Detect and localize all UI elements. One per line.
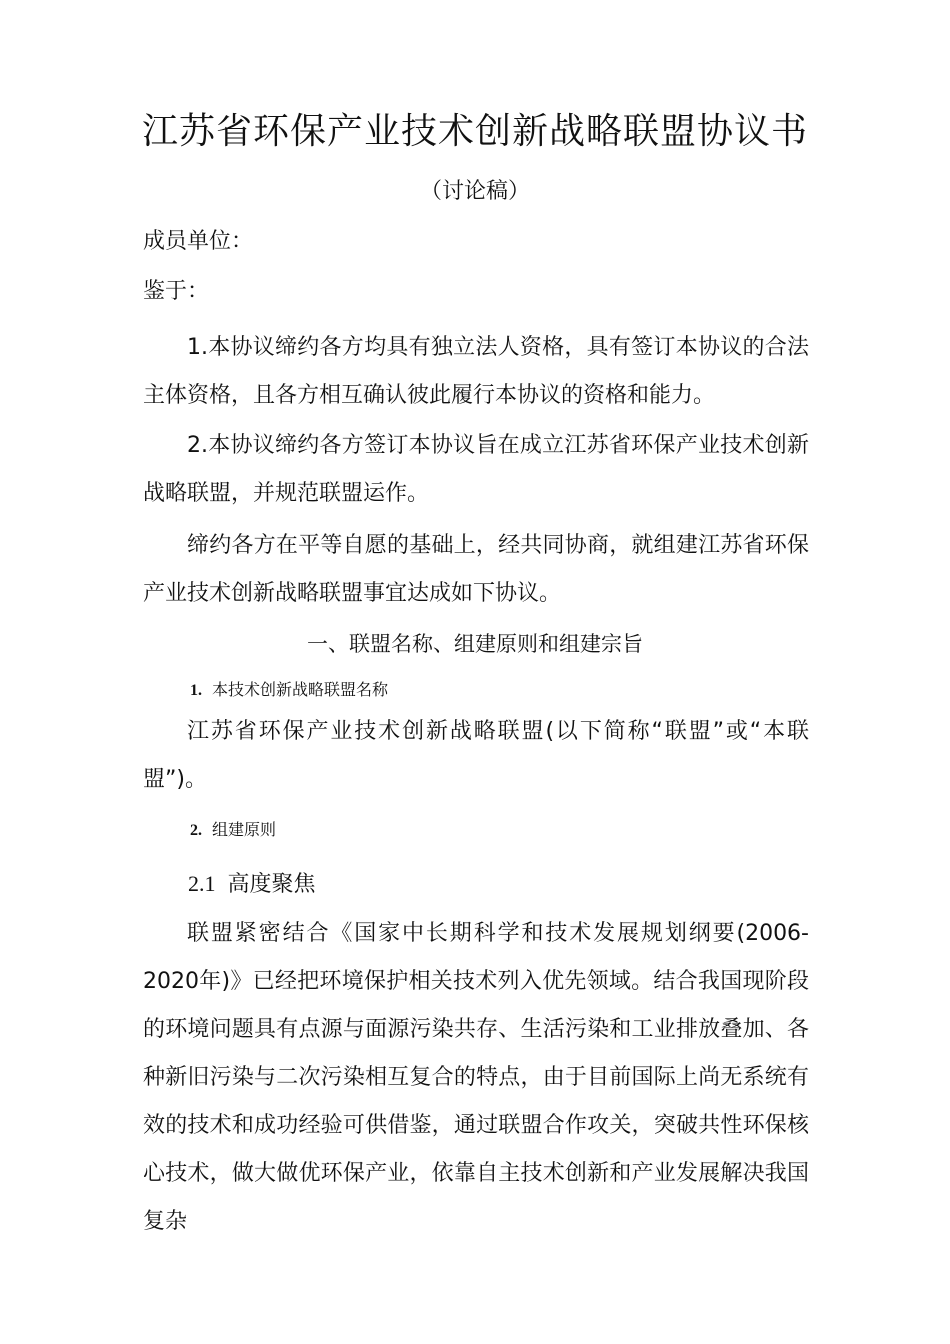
subheading-2-number: 2.: [190, 822, 202, 839]
subheading-2-1: [188, 862, 316, 907]
document-subtitle: （讨论稿）: [419, 179, 530, 204]
whereas-paragraph-1: 1.本协议缔约各方均具有独立法人资格，具有签订本协议的合法主体资格，且各方相互确认彼此履行本协议的资格和能力。: [143, 335, 809, 408]
subheading-2-1-number: 2.1: [188, 871, 216, 896]
subheading-1-text: 本技术创新战略联盟名称: [212, 680, 389, 699]
members-label: 成员单位：: [143, 229, 254, 254]
whereas-label: 鉴于：: [143, 279, 210, 304]
subheading-2-text: 组建原则: [212, 820, 277, 839]
subheading-1: [190, 676, 388, 705]
document-title: 江苏省环保产业技术创新战略联盟协议书: [141, 111, 808, 152]
agreement-paragraph: 缔约各方在平等自愿的基础上，经共同协商，就组建江苏省环保产业技术创新战略联盟事宜达成如下协议。: [143, 533, 809, 606]
focus-paragraph: 联盟紧密结合《国家中长期科学和技术发展规划纲要(2006-2020年)》已经把环境保护相关技术列入优先领域。结合我国现阶段的环境问题具有点源与面源污染共存、生活污染和工业排放叠加、各种新旧污染与二次污染相互复合的特点，由于目前国际上尚无系统有效的技术和成功经验可供借鉴，通过联盟合作攻关，突破共性环保核心技术，做大做优环保产业，依靠自主技术创新和产业发展解决我国复杂: [143, 921, 809, 1234]
whereas-paragraph-2: 2.本协议缔约各方签订本协议旨在成立江苏省环保产业技术创新战略联盟，并规范联盟运作。: [143, 433, 809, 506]
subheading-2-1-text: 高度聚焦: [227, 872, 316, 897]
alliance-name-paragraph: 江苏省环保产业技术创新战略联盟(以下简称“联盟”或“本联盟”)。: [143, 719, 809, 792]
subheading-2: [190, 816, 276, 845]
subheading-1-number: 1.: [190, 682, 202, 699]
section-heading-1: 一、联盟名称、组建原则和组建宗旨: [307, 632, 643, 656]
